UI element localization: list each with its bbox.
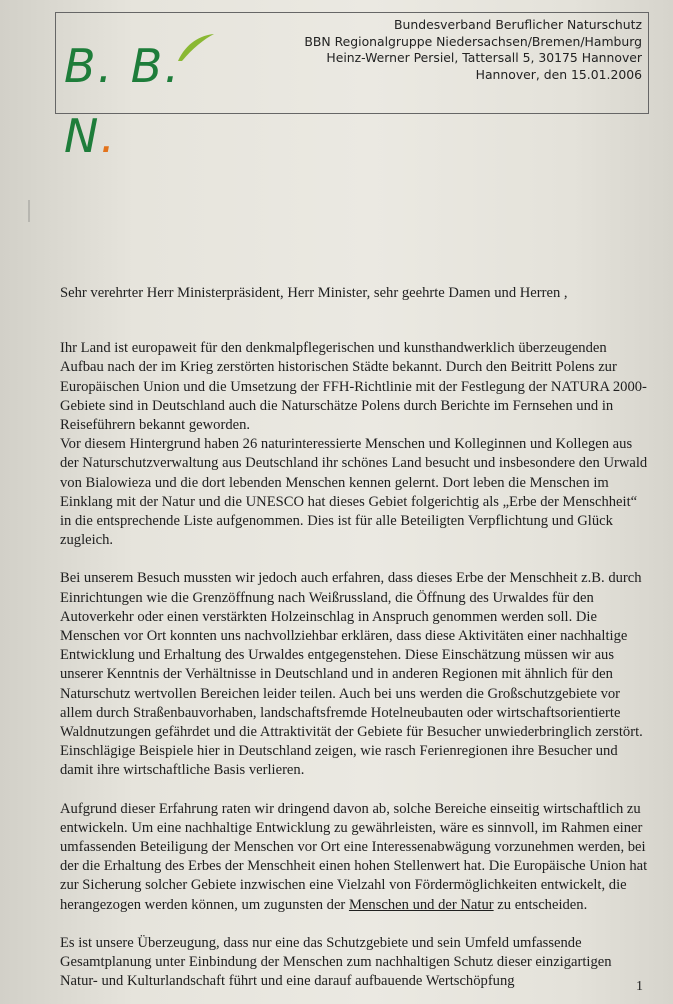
paragraph-5: Es ist unsere Überzeugung, dass nur eine das Schutzgebiete und sein Umfeld umfassende Gesamtplanung unter Einbindung der Menschen zum nachhaltigen Schutz dieser einzigartigen Natur- und Kulturlandschaft führt und eine darauf aufbauende Wertschöpfung [60, 934, 612, 990]
salutation: Sehr verehrter Herr Ministerpräsident, Herr Minister, sehr geehrte Damen und Herren , [60, 285, 568, 301]
paragraph-4-text: Aufgrund dieser Erfahrung raten wir dringend davon ab, solche Bereiche einseitig wirtschaftlich zu entwickeln. Um eine nachhaltige Entwicklung zu gewährleisten, wäre es sinnvoll, im Rahmen einer umfassenden Beteiligung der Menschen vor Ort eine Interessenabwägung vorzunehmen werden, bei der die Erhaltung des Erbes der Menschheit einen hohen Stellenwert hat. Die Europäische Union hat zur Sicherung solcher Gebiete inzwischen eine Vielzahl von Fördermöglichkeiten entwickelt, die herangezogen werden können, um zugunsten der [60, 800, 648, 913]
logo-text: B. B. N [64, 39, 181, 163]
sender-contact: Heinz-Werner Persiel, Tattersall 5, 30175 Hannover [326, 50, 642, 65]
underlined-phrase: Menschen und der Natur [348, 896, 494, 913]
paragraph-4 [60, 800, 650, 915]
paragraph-2: Vor diesem Hintergrund haben 26 naturinteressierte Menschen und Kolleginnen und Kollegen aus der Naturschutzverwaltung aus Deutschland ihr schönes Land besucht und insbesondere den Urwald von Bialowieza und die dort lebenden Menschen kennen gelernt. Dort leben die Menschen im Einklang mit der Natur und die UNESCO hat dieses Gebiet folgerichtig als „Erbe der Menschheit“ in die entsprechende Liste aufgenommen. Dies ist für alle Beteiligten Verpflichtung und Glück zugleich. [60, 436, 648, 549]
sender-address [282, 17, 642, 83]
paragraph-1: Ihr Land ist europaweit für den denkmalpflegerischen und kunsthandwerklich überzeugenden Aufbau nach der im Krieg zerstörten historischen Städte bekannt. Durch den Beitritt Polens zur Europäischen Union und die Umsetzung der FFH-Richtlinie mit der Festlegung der NATURA 2000-Gebiete sind in Deutschland auch die Naturschätze Polens durch Berichte im Fernsehen und in Reiseführern bekannt geworden. [60, 340, 647, 434]
bbn-logo [64, 31, 244, 163]
page-number: 1 [636, 979, 643, 994]
paragraph-4-end: zu entscheiden. [493, 896, 588, 913]
letterhead [55, 12, 649, 163]
regional-group: BBN Regionalgruppe Niedersachsen/Bremen/Hamburg [304, 33, 642, 49]
letter-date: Hannover, den 15.01.2006 [475, 66, 642, 82]
paragraph-3: Bei unserem Besuch mussten wir jedoch auch erfahren, dass dieses Erbe der Menschheit z.B. durch Einrichtungen wie die Grenzöffnung nach Weißrussland, die Öffnung des Urwaldes für den Autoverkehr oder einen verstärkten Holzeinschlag in Anspruch genommen werden soll. Die Menschen vor Ort konnten uns nachvollziehbar erklären, dass diese Aktivitäten einer nachhaltige Entwicklung und Erhaltung des Urwaldes entgegenstehen. Diese Einschätzung müssen wir aus unserer Kenntnis der Verhältnisse in Deutschland und in anderen Regionen mit ähnlich für den Naturschutz wertvollen Bereichen leider teilen. Auch bei uns werden die Großschutzgebiete vor allem durch Straßenbauvorhaben, landschaftsfremde Hotelneubauten oder wirtschaftsorientierte Waldnutzungen gefährdet und die Attraktivität der Gebiete für Besucher unwiederbringlich zerstört. Einschlägige Beispiele hier in Deutschland zeigen, wie rasch Ferienregionen ihre Besucher und damit ihre wirtschaftliche Basis verlieren. [60, 570, 643, 779]
punch-mark [28, 200, 40, 222]
organization-name: Bundesverband Beruflicher Naturschutz [394, 17, 642, 32]
leaf-icon [176, 33, 216, 63]
logo-dot: . [100, 109, 118, 163]
letter-body [60, 284, 650, 992]
